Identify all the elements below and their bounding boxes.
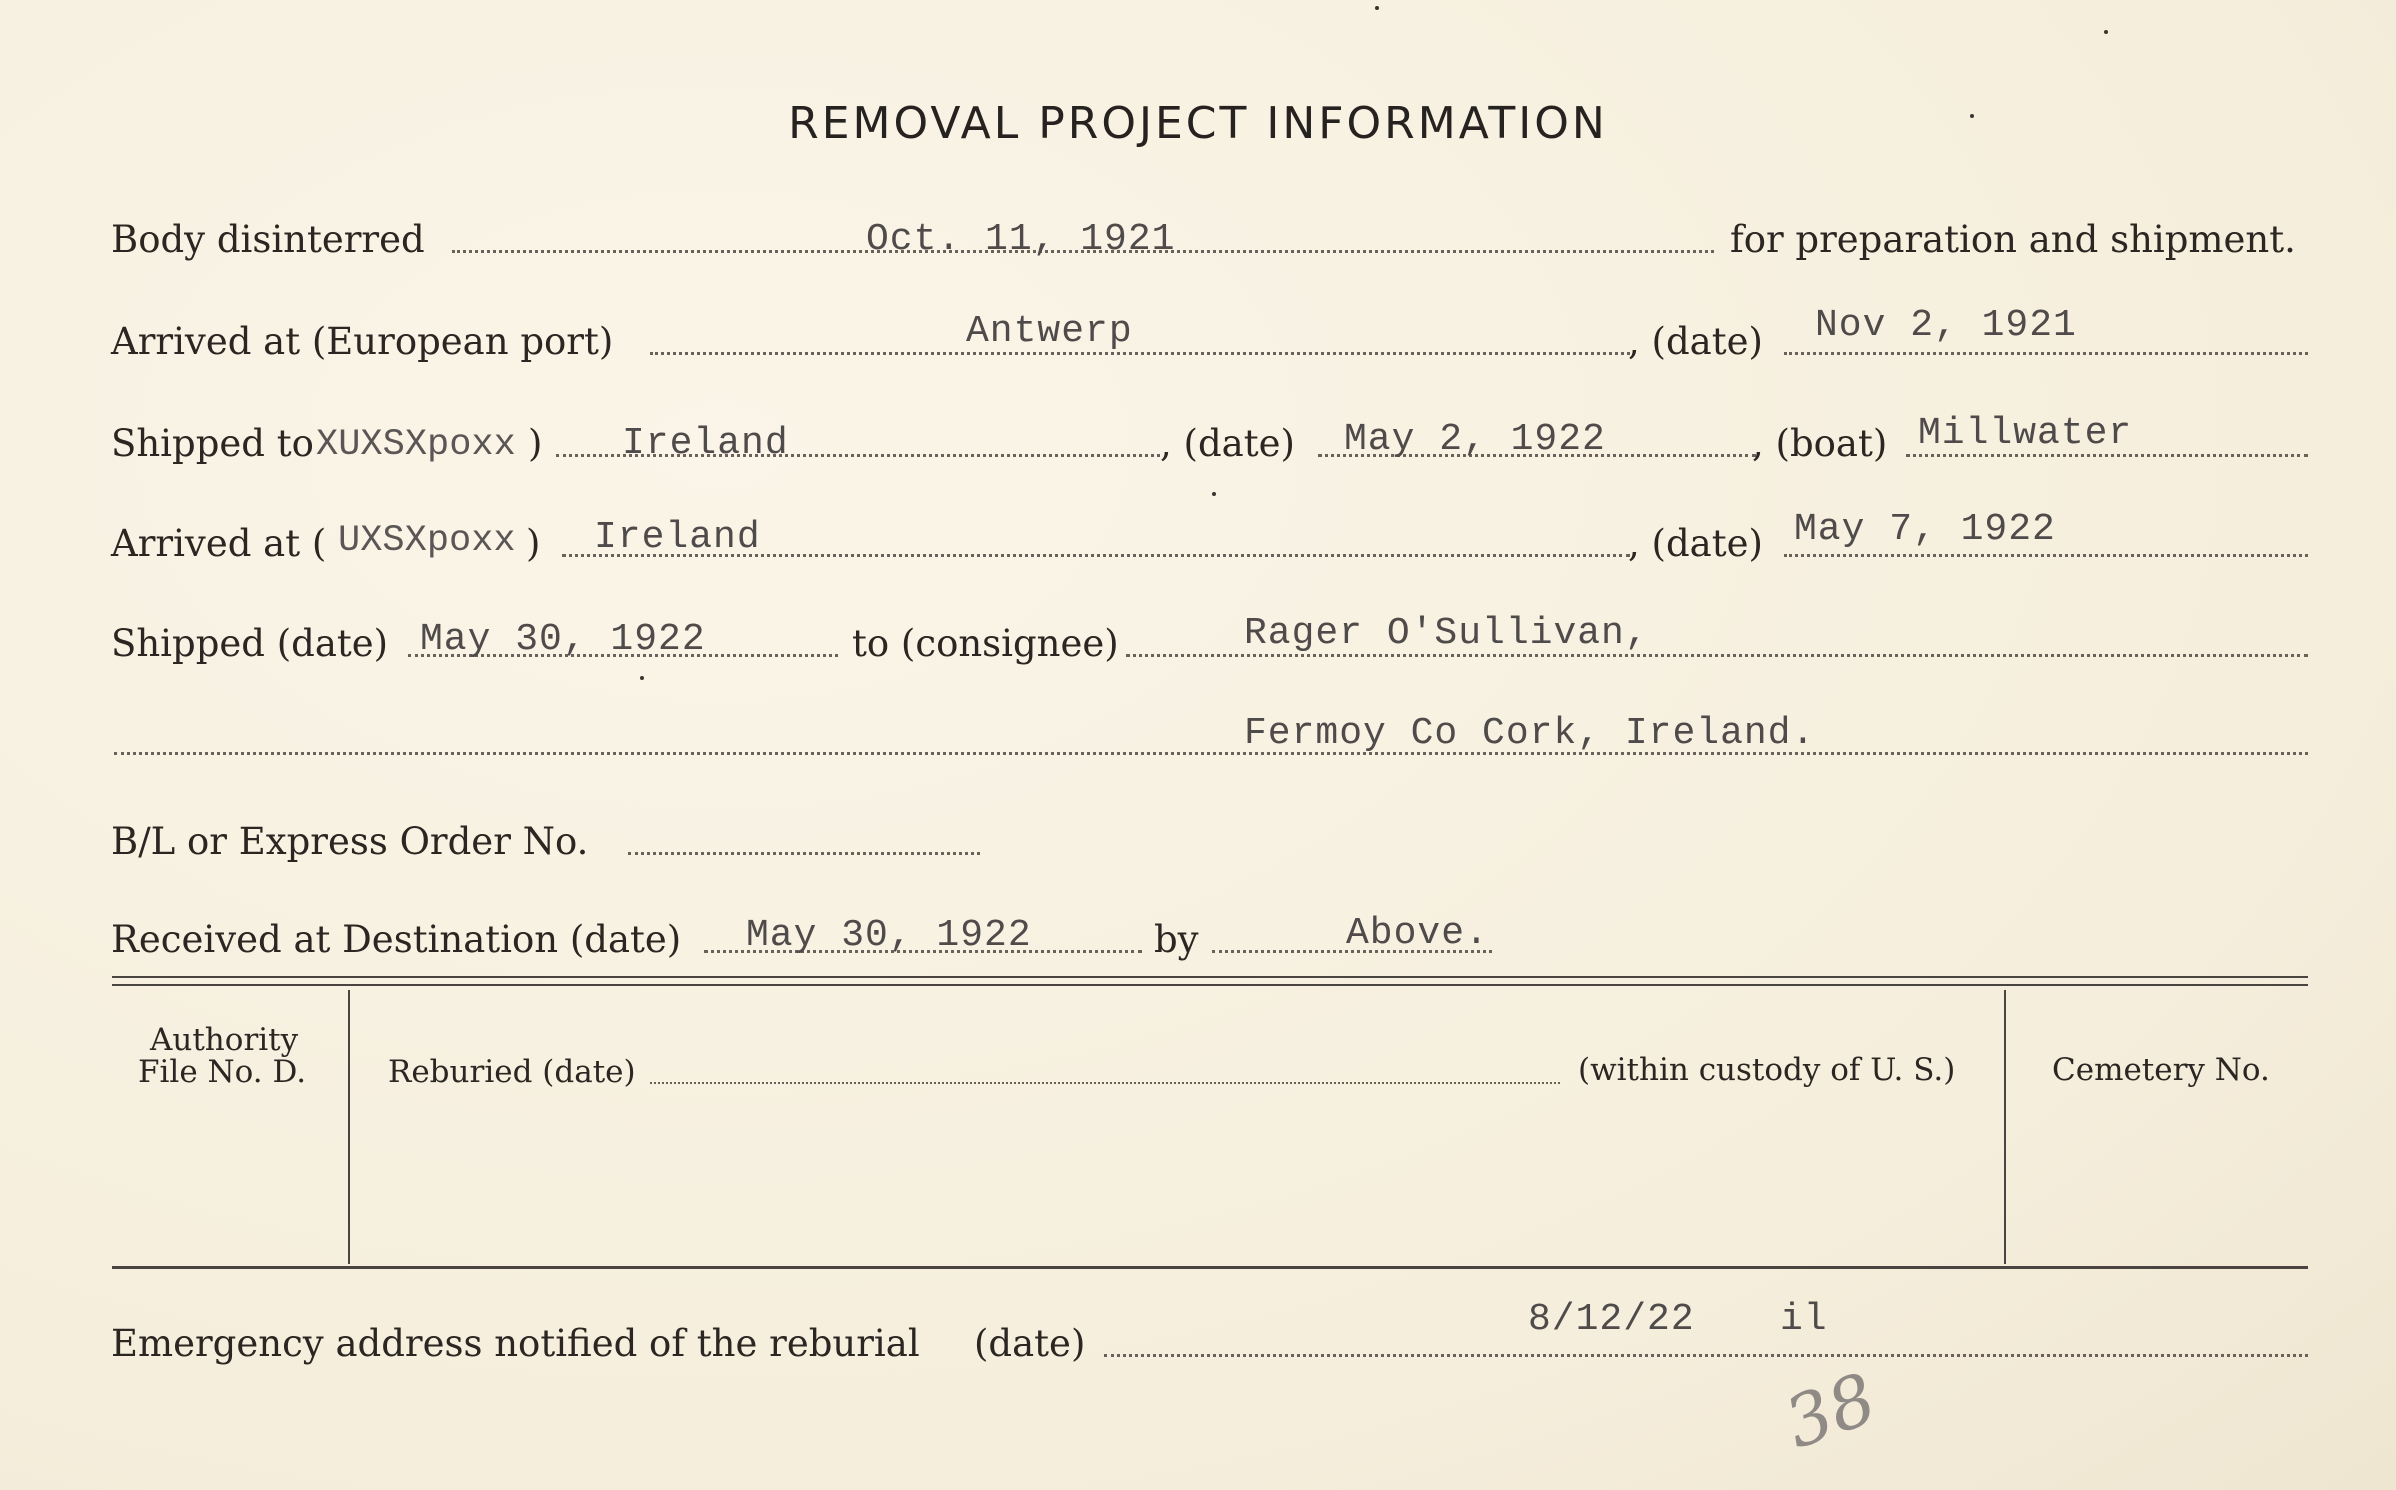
body-disinterred-value: Oct. 11, 1921 <box>866 218 1176 261</box>
reburied-label: Reburied (date) <box>388 1054 636 1090</box>
arrived-european-date-value: Nov 2, 1921 <box>1815 304 2077 347</box>
arrived-at-value: Ireland <box>594 516 761 559</box>
authority-label-line2: File No. D. <box>138 1054 307 1090</box>
table-bottom-rule <box>112 1266 2308 1269</box>
arrived-european-date-label: , (date) <box>1628 320 1763 363</box>
paper-speck <box>1212 492 1216 496</box>
reburied-line <box>650 1082 1560 1084</box>
consignee-label: to (consignee) <box>852 622 1119 665</box>
received-label: Received at Destination (date) <box>111 918 682 961</box>
consignee-name: Rager O'Sullivan, <box>1244 612 1649 655</box>
cemetery-label: Cemetery No. <box>2052 1052 2270 1088</box>
emergency-label: Emergency address notified of the reburial <box>111 1322 920 1365</box>
pencil-notation: 38 <box>1774 1357 1887 1465</box>
paper-speck <box>640 676 644 680</box>
paper-speck <box>1970 114 1974 118</box>
received-value: May 30, 1922 <box>746 914 1032 957</box>
arrived-european-line <box>650 352 1630 355</box>
received-by-value: Above. <box>1346 912 1489 955</box>
arrived-at-struck-text: UXSXpoxx <box>338 520 516 562</box>
shipped-date-value: May 30, 1922 <box>420 618 706 661</box>
emergency-initials: il <box>1780 1298 1828 1341</box>
shipped-date-label: Shipped (date) <box>111 622 389 665</box>
arrived-at-date-line <box>1784 554 2308 557</box>
received-by-label: by <box>1154 918 1199 961</box>
arrived-at-date-value: May 7, 1922 <box>1794 508 2056 551</box>
arrived-european-label: Arrived at (European port) <box>111 320 614 363</box>
arrived-at-label: Arrived at ( <box>111 522 327 565</box>
authority-label-line1: Authority <box>150 1022 299 1058</box>
table-divider-right <box>2004 990 2006 1264</box>
shipped-to-label: Shipped to <box>111 422 314 465</box>
consignee-address: Fermoy Co Cork, Ireland. <box>1244 712 1816 755</box>
arrived-european-value: Antwerp <box>966 310 1133 353</box>
table-top-rule-2 <box>112 984 2308 986</box>
body-disinterred-suffix: for preparation and shipment. <box>1730 218 2296 261</box>
table-top-rule <box>112 976 2308 978</box>
consignee-address-line <box>114 752 2308 755</box>
arrived-at-struck-suffix: ) <box>526 522 541 565</box>
table-divider-left <box>348 990 350 1264</box>
shipped-to-struck-text: XUXSXpoxx <box>316 424 516 466</box>
shipped-to-value: Ireland <box>622 422 789 465</box>
shipped-to-struck-suffix: ) <box>528 422 543 465</box>
paper-speck <box>1375 6 1379 10</box>
arrived-european-date-line <box>1784 352 2308 355</box>
card-title: REMOVAL PROJECT INFORMATION <box>788 98 1608 149</box>
body-disinterred-label: Body disinterred <box>111 218 425 261</box>
shipped-to-date-label: , (date) <box>1160 422 1295 465</box>
shipped-to-boat-value: Millwater <box>1918 412 2133 455</box>
bl-line <box>628 852 980 855</box>
bl-label: B/L or Express Order No. <box>111 820 589 863</box>
shipped-to-date-value: May 2, 1922 <box>1344 418 1606 461</box>
shipped-to-boat-label: , (boat) <box>1752 422 1888 465</box>
arrived-at-date-label: , (date) <box>1628 522 1763 565</box>
custody-label: (within custody of U. S.) <box>1578 1052 1956 1088</box>
emergency-date-label: (date) <box>974 1322 1086 1365</box>
paper-speck <box>2104 30 2108 34</box>
emergency-date-value: 8/12/22 <box>1528 1298 1695 1341</box>
emergency-line <box>1104 1354 2308 1357</box>
